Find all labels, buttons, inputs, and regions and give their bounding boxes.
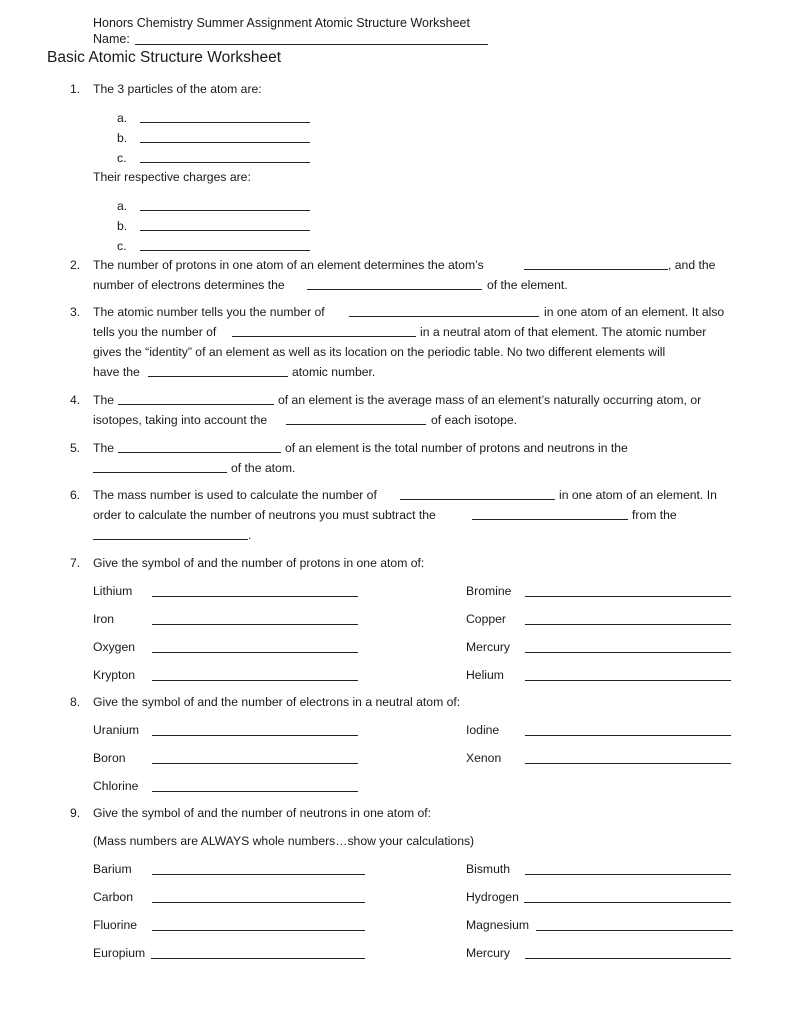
q1-letter-c: c. (117, 151, 127, 165)
q1-charges-text: Their respective charges are: (93, 170, 251, 184)
q3-blank-1[interactable] (349, 316, 539, 317)
q7-blank-oxygen[interactable] (152, 652, 358, 653)
q1-blank-c[interactable] (140, 162, 310, 163)
q9-element-magnesium: Magnesium (466, 918, 529, 932)
q5-blank-2[interactable] (93, 472, 227, 473)
q9-element-mercury: Mercury (466, 946, 511, 960)
q5-blank-1[interactable] (118, 452, 281, 453)
q1-charge-blank-a[interactable] (140, 210, 310, 211)
q3-text-1: The atomic number tells you the number of (93, 305, 325, 319)
q1-charge-blank-c[interactable] (140, 250, 310, 251)
q6-text-5: . (248, 528, 252, 542)
q5-number: 5. (70, 441, 81, 455)
q5-text-2: of an element is the total number of protons and neutrons in the (285, 441, 628, 455)
q7-blank-iron[interactable] (152, 624, 358, 625)
q1-charge-letter-a: a. (117, 199, 128, 213)
q1-charge-letter-c: c. (117, 239, 127, 253)
name-label: Name: (93, 32, 130, 46)
q1-text: The 3 particles of the atom are: (93, 82, 262, 96)
q9-text: Give the symbol of and the number of neutrons in one atom of: (93, 806, 432, 820)
q4-text-2: of an element is the average mass of an element’s naturally occurring atom, or (278, 393, 702, 407)
q5-text-1: The (93, 441, 115, 455)
q4-text-1: The (93, 393, 115, 407)
q2-text-3: number of electrons determines the (93, 278, 285, 292)
q3-text-4: in a neutral atom of that element. The atomic number (420, 325, 707, 339)
q9-element-barium: Barium (93, 862, 132, 876)
q4-text-4: of each isotope. (431, 413, 518, 427)
q8-text: Give the symbol of and the number of electrons in a neutral atom of: (93, 695, 461, 709)
q9-element-hydrogen: Hydrogen (466, 890, 519, 904)
q3-text-7: atomic number. (292, 365, 376, 379)
q9-blank-fluorine[interactable] (152, 930, 365, 931)
q2-text-1: The number of protons in one atom of an element determines the atom’s (93, 258, 484, 272)
q9-element-europium: Europium (93, 946, 146, 960)
q1-letter-b: b. (117, 131, 128, 145)
q8-element-chlorine: Chlorine (93, 779, 139, 793)
q3-blank-2[interactable] (232, 336, 416, 337)
q7-number: 7. (70, 556, 81, 570)
q9-blank-mercury[interactable] (525, 958, 731, 959)
q8-blank-boron[interactable] (152, 763, 358, 764)
q9-note: (Mass numbers are ALWAYS whole numbers…show your calculations) (93, 834, 475, 848)
q9-blank-barium[interactable] (152, 874, 365, 875)
q7-element-oxygen: Oxygen (93, 640, 136, 654)
name-blank[interactable] (135, 44, 488, 45)
q8-number: 8. (70, 695, 81, 709)
q2-blank-2[interactable] (307, 289, 482, 290)
q8-blank-xenon[interactable] (525, 763, 731, 764)
q1-charge-letter-b: b. (117, 219, 128, 233)
q9-blank-hydrogen[interactable] (524, 902, 731, 903)
q6-text-1: The mass number is used to calculate the number of (93, 488, 377, 502)
q1-blank-a[interactable] (140, 122, 310, 123)
q3-number: 3. (70, 305, 81, 319)
q4-blank-1[interactable] (118, 404, 274, 405)
q7-blank-copper[interactable] (525, 624, 731, 625)
q8-element-iodine: Iodine (466, 723, 500, 737)
q3-text-2: in one atom of an element. It also (544, 305, 725, 319)
q7-blank-bromine[interactable] (525, 596, 731, 597)
course-title: Honors Chemistry Summer Assignment Atomic Structure Worksheet (93, 16, 470, 30)
q3-text-5: gives the “identity” of an element as well as its location on the periodic table. No two different elements will (93, 345, 666, 359)
q6-text-3: order to calculate the number of neutrons you must subtract the (93, 508, 436, 522)
q6-blank-2[interactable] (472, 519, 628, 520)
q4-text-3: isotopes, taking into account the (93, 413, 268, 427)
q9-element-carbon: Carbon (93, 890, 133, 904)
q8-element-boron: Boron (93, 751, 126, 765)
q1-number: 1. (70, 82, 81, 96)
q6-number: 6. (70, 488, 81, 502)
q1-blank-b[interactable] (140, 142, 310, 143)
q8-element-uranium: Uranium (93, 723, 140, 737)
q6-blank-3[interactable] (93, 539, 248, 540)
q9-blank-carbon[interactable] (152, 902, 365, 903)
q3-text-6: have the (93, 365, 140, 379)
q6-text-2: in one atom of an element. In (559, 488, 717, 502)
q6-text-4: from the (632, 508, 677, 522)
q9-element-fluorine: Fluorine (93, 918, 138, 932)
q7-element-copper: Copper (466, 612, 506, 626)
q6-blank-1[interactable] (400, 499, 555, 500)
q9-blank-bismuth[interactable] (525, 874, 731, 875)
q3-blank-3[interactable] (148, 376, 288, 377)
q7-text: Give the symbol of and the number of protons in one atom of: (93, 556, 425, 570)
q9-blank-europium[interactable] (151, 958, 365, 959)
q7-element-helium: Helium (466, 668, 504, 682)
q8-blank-uranium[interactable] (152, 735, 358, 736)
q3-text-3: tells you the number of (93, 325, 217, 339)
q8-blank-iodine[interactable] (525, 735, 731, 736)
name-field[interactable] (93, 31, 493, 47)
q4-blank-2[interactable] (286, 424, 426, 425)
q9-blank-magnesium[interactable] (536, 930, 733, 931)
q9-element-bismuth: Bismuth (466, 862, 511, 876)
q2-text-2: , and the (668, 258, 716, 272)
q8-blank-chlorine[interactable] (152, 791, 358, 792)
q7-blank-lithium[interactable] (152, 596, 358, 597)
q2-blank-1[interactable] (524, 269, 668, 270)
q7-blank-helium[interactable] (525, 680, 731, 681)
q2-text-4: of the element. (487, 278, 568, 292)
q9-number: 9. (70, 806, 81, 820)
q7-element-iron: Iron (93, 612, 115, 626)
q8-element-xenon: Xenon (466, 751, 502, 765)
page-title: Basic Atomic Structure Worksheet (47, 49, 282, 66)
q5-text-3: of the atom. (231, 461, 296, 475)
q4-number: 4. (70, 393, 81, 407)
q7-element-bromine: Bromine (466, 584, 512, 598)
q7-blank-krypton[interactable] (152, 680, 358, 681)
q1-letter-a: a. (117, 111, 128, 125)
q7-blank-mercury[interactable] (525, 652, 731, 653)
q7-element-lithium: Lithium (93, 584, 133, 598)
q7-element-mercury: Mercury (466, 640, 511, 654)
q7-element-krypton: Krypton (93, 668, 136, 682)
q2-number: 2. (70, 258, 81, 272)
q1-charge-blank-b[interactable] (140, 230, 310, 231)
